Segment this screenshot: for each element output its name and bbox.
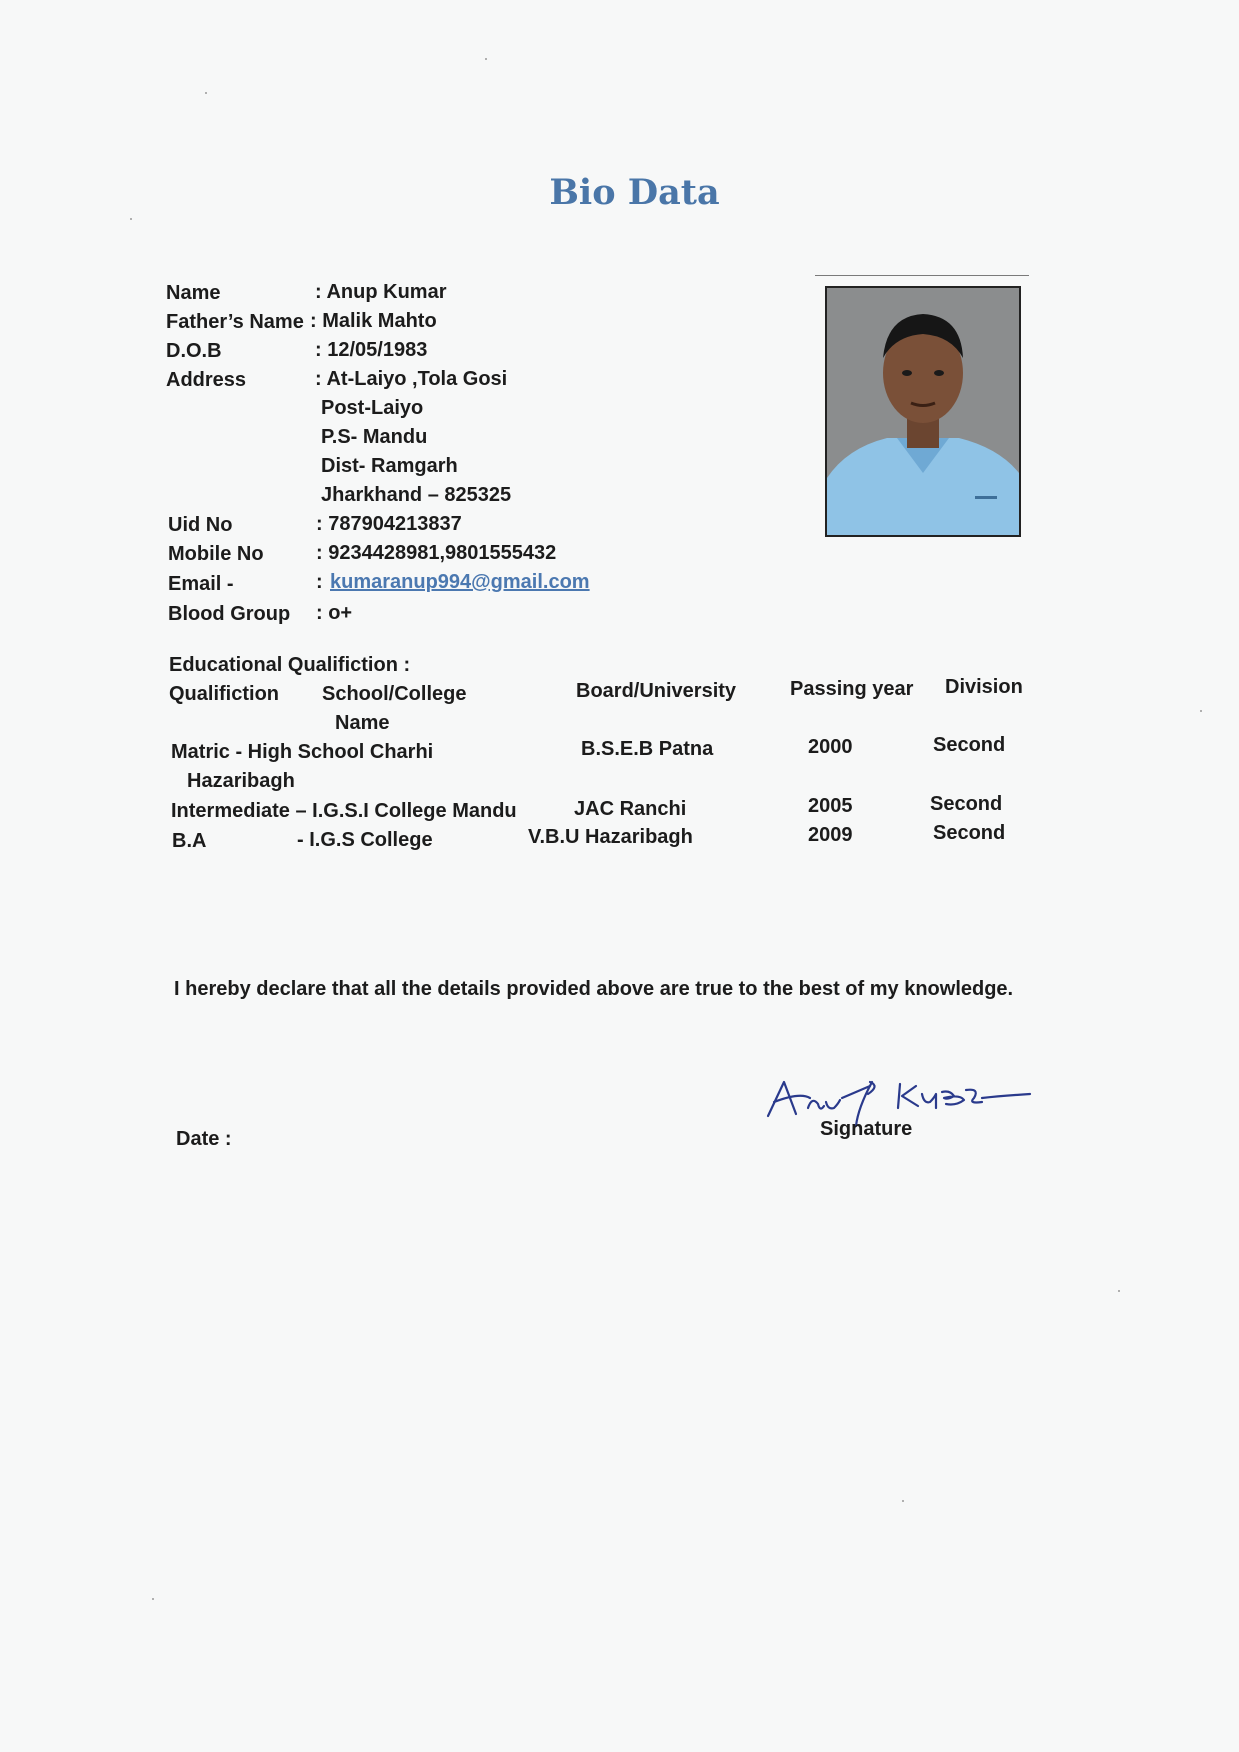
declaration-text: I hereby declare that all the details provided above are true to the best of my knowledge.: [174, 978, 1014, 1000]
scan-speck: [902, 1500, 904, 1502]
signature-label: Signature: [820, 1118, 913, 1140]
email-colon: :: [316, 571, 323, 593]
scan-speck: [1200, 710, 1202, 712]
header-qualification: Qualifiction: [169, 683, 279, 705]
row-2-division: Second: [930, 793, 1003, 815]
father-name-value: : Malik Mahto: [310, 310, 437, 332]
uid-label: Uid No: [168, 514, 233, 536]
father-name-label: Father’s Name: [166, 311, 304, 333]
page-title: Bio Data: [549, 172, 720, 213]
address-line-2: Post-Laiyo: [321, 397, 424, 419]
row-3-school: - I.G.S College: [297, 829, 433, 851]
row-1-year: 2000: [808, 736, 853, 758]
row-3-division: Second: [933, 822, 1006, 844]
scan-speck: [130, 218, 132, 220]
scan-speck: [485, 58, 487, 60]
row-3-year: 2009: [808, 824, 853, 846]
address-label: Address: [166, 369, 247, 391]
row-1-board: B.S.E.B Patna: [581, 738, 714, 760]
header-board: Board/University: [576, 680, 737, 702]
person-portrait-icon: [827, 288, 1019, 535]
email-label: Email -: [168, 573, 234, 595]
name-label: Name: [166, 282, 221, 304]
mobile-label: Mobile No: [168, 543, 264, 565]
row-2-board: JAC Ranchi: [574, 798, 687, 820]
row-1-qualification-cont: Hazaribagh: [187, 770, 295, 792]
dob-value: : 12/05/1983: [315, 339, 428, 361]
row-1-qualification: Matric - High School Charhi: [171, 741, 434, 763]
row-3-qualification: B.A: [172, 830, 207, 852]
row-1-division: Second: [933, 734, 1006, 756]
date-label: Date :: [176, 1128, 232, 1150]
scan-speck: [152, 1598, 154, 1600]
address-line-5: Jharkhand – 825325: [321, 484, 512, 506]
blood-group-value: : o+: [316, 602, 353, 624]
mobile-value: : 9234428981,9801555432: [316, 542, 557, 564]
header-school-cont: Name: [335, 712, 390, 734]
scan-speck: [205, 92, 207, 94]
uid-value: : 787904213837: [316, 513, 462, 535]
education-heading: Educational Qualifiction :: [169, 654, 411, 676]
row-2-qualification: Intermediate – I.G.S.I College Mandu: [171, 800, 517, 822]
photo-top-line: [815, 275, 1029, 276]
email-link[interactable]: kumaranup994@gmail.com: [330, 571, 590, 593]
header-division: Division: [945, 676, 1023, 698]
profile-photo: [825, 286, 1021, 537]
row-3-board: V.B.U Hazaribagh: [528, 826, 693, 848]
address-line-1: : At-Laiyo ,Tola Gosi: [315, 368, 508, 390]
address-line-3: P.S- Mandu: [321, 426, 428, 448]
header-school: School/College: [322, 683, 467, 705]
name-value: : Anup Kumar: [315, 281, 447, 303]
dob-label: D.O.B: [166, 340, 222, 362]
address-line-4: Dist- Ramgarh: [321, 455, 458, 477]
scan-speck: [1118, 1290, 1120, 1292]
row-2-year: 2005: [808, 795, 853, 817]
blood-group-label: Blood Group: [168, 603, 291, 625]
header-year: Passing year: [790, 678, 914, 700]
